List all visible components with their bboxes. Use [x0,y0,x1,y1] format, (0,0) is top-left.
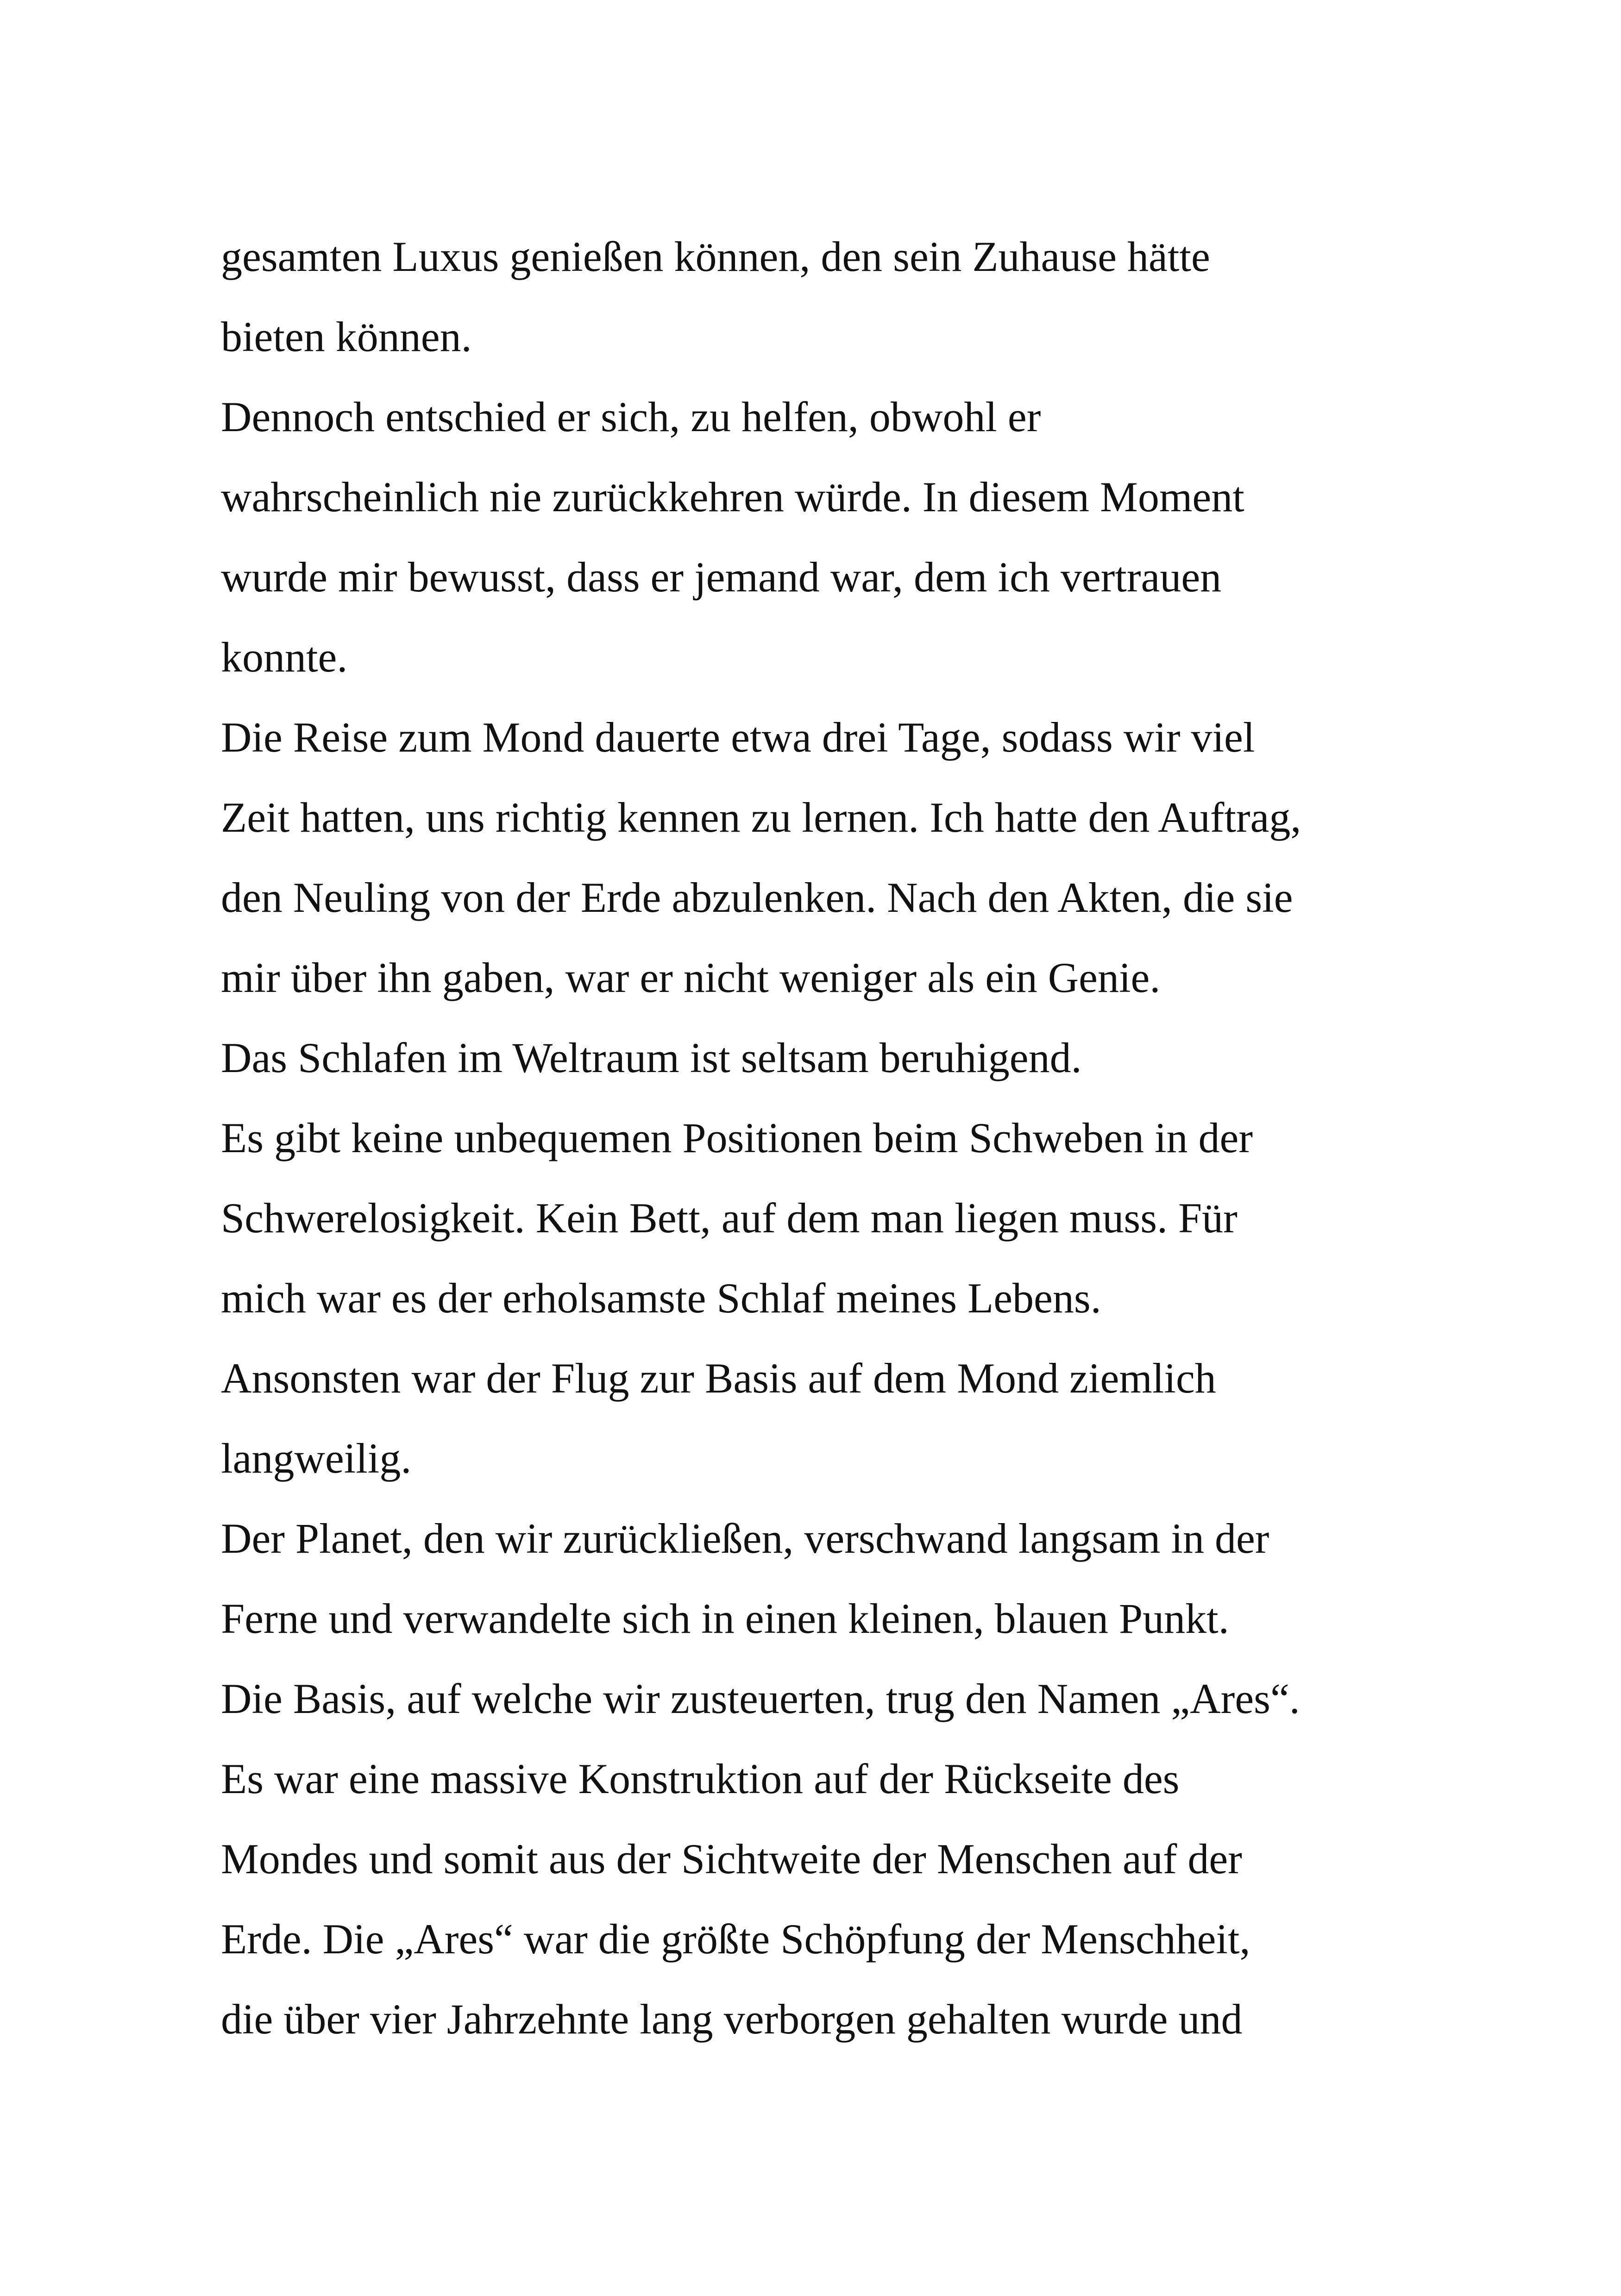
text-line: Es war eine massive Konstruktion auf der Rückseite des [221,1755,1180,1802]
text-line: gesamten Luxus genießen können, den sein Zuhause hätte [221,233,1210,280]
text-line: Ferne und verwandelte sich in einen kleinen, blauen Punkt. [221,1595,1229,1642]
text-line: die über vier Jahrzehnte lang verborgen gehalten wurde und [221,1995,1243,2043]
text-line: Das Schlafen im Weltraum ist seltsam beruhigend. [221,1034,1082,1081]
text-line: wahrscheinlich nie zurückkehren würde. In diesem Moment [221,473,1244,521]
text-line: mich war es der erholsamste Schlaf meines Lebens. [221,1274,1101,1322]
text-line: Ansonsten war der Flug zur Basis auf dem Mond ziemlich [221,1355,1216,1402]
text-line: mir über ihn gaben, war er nicht weniger als ein Genie. [221,954,1161,1001]
text-line: Es gibt keine unbequemen Positionen beim Schweben in der [221,1114,1253,1161]
text-line: Die Reise zum Mond dauerte etwa drei Tage, sodass wir viel [221,714,1255,761]
text-line: den Neuling von der Erde abzulenken. Nach den Akten, die sie [221,874,1293,921]
text-line: wurde mir bewusst, dass er jemand war, dem ich vertrauen [221,553,1222,601]
text-line: Die Basis, auf welche wir zusteuerten, trug den Namen „Ares“. [221,1675,1300,1722]
text-line: Zeit hatten, uns richtig kennen zu lernen. Ich hatte den Auftrag, [221,794,1301,841]
text-line: bieten können. [221,313,472,360]
text-line: Dennoch entschied er sich, zu helfen, obwohl er [221,393,1041,440]
text-line: langweilig. [221,1435,412,1482]
text-line: konnte. [221,634,348,681]
text-line: Erde. Die „Ares“ war die größte Schöpfung der Menschheit, [221,1915,1250,1963]
text-line: Der Planet, den wir zurückließen, verschwand langsam in der [221,1515,1269,1562]
body-text [221,217,1471,2059]
text-line: Mondes und somit aus der Sichtweite der Menschen auf der [221,1835,1242,1882]
text-line: Schwerelosigkeit. Kein Bett, auf dem man liegen muss. Für [221,1194,1238,1242]
